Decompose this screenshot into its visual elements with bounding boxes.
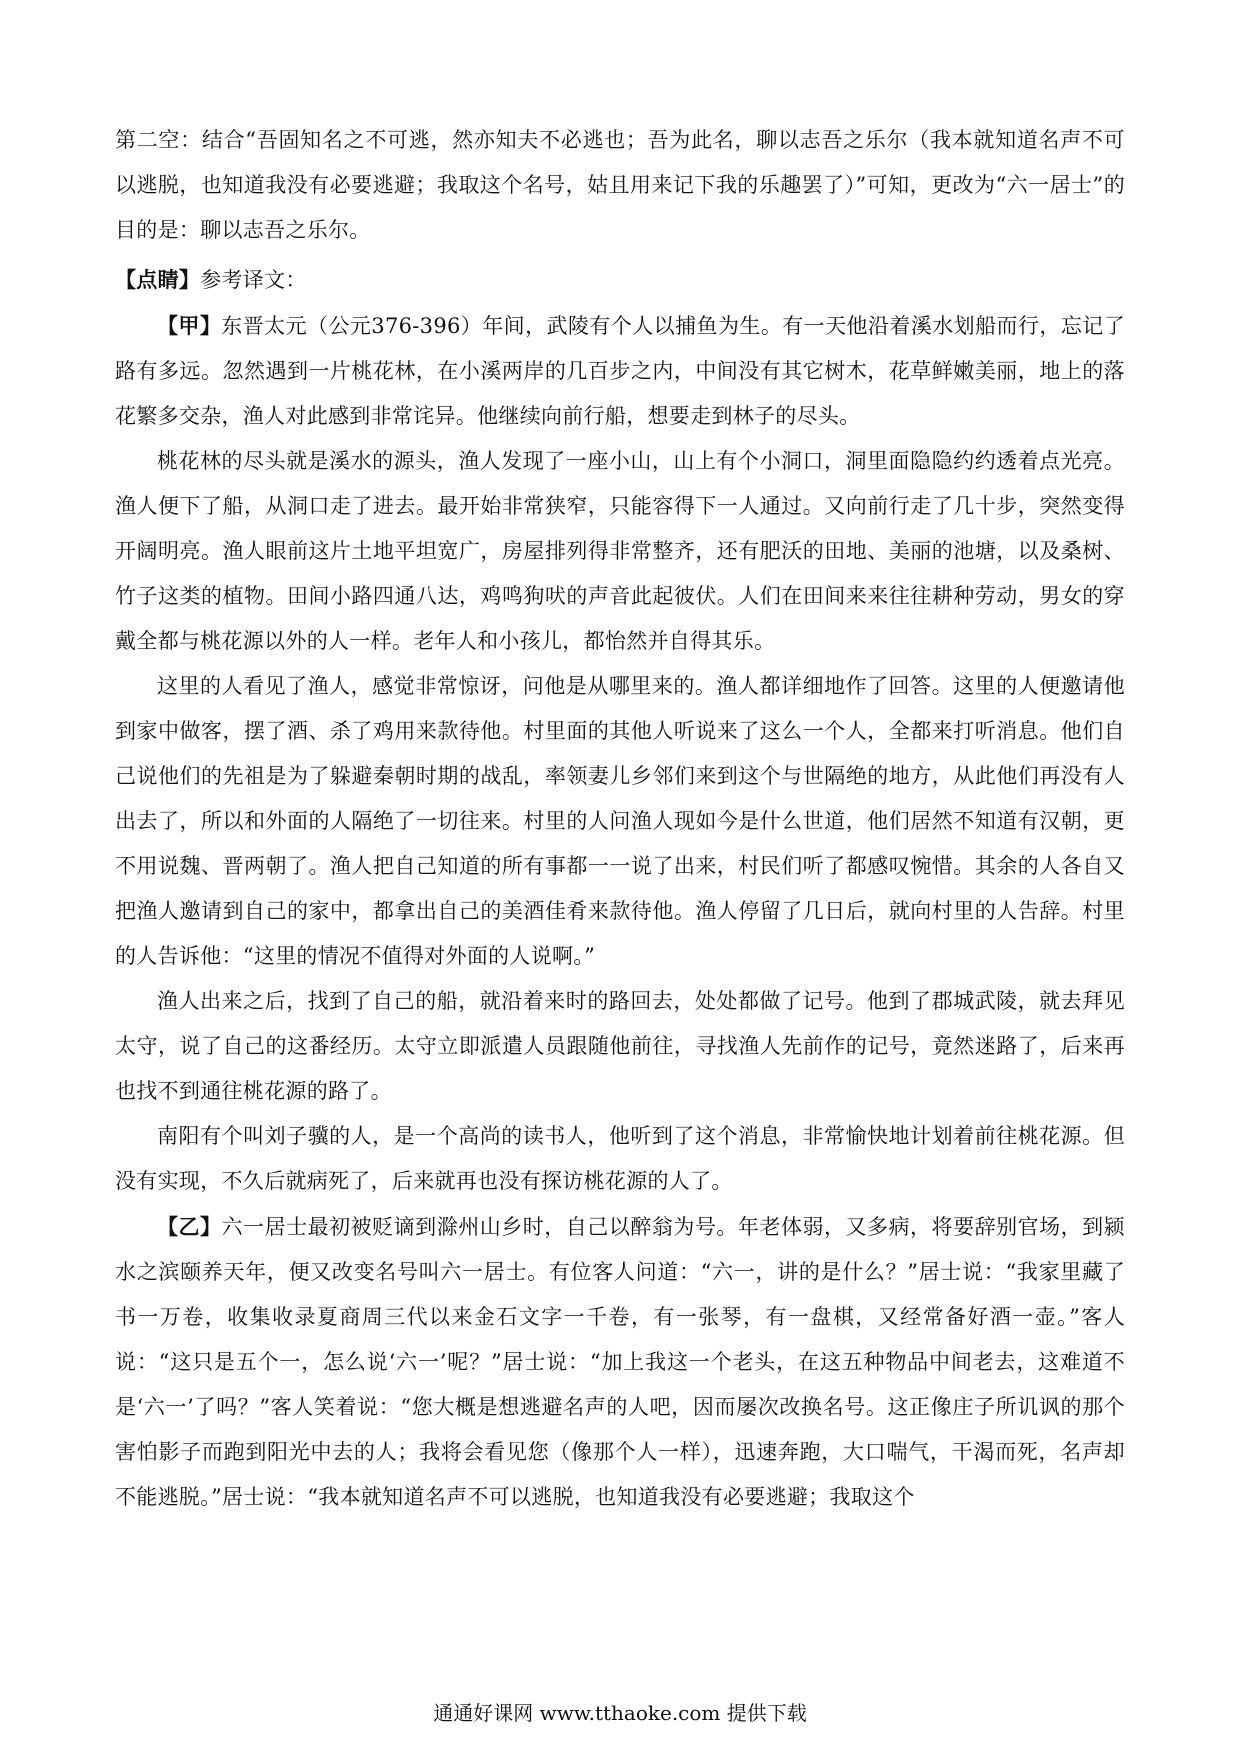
jia-text: 东晋太元（公元376-396）年间，武陵有个人以捕鱼为生。有一天他沿着溪水划船而行，忘记了路有多远。忽然遇到一片桃花林，在小溪两岸的几百步之内，中间没有其它树木，花草鲜嫩美丽，地上的落花繁多交杂，渔人对此感到非常诧异。他继续向前行船，想要走到林子的尽头。: [115, 314, 1125, 428]
paragraph-dianjing: [115, 257, 1125, 303]
document-body: [115, 118, 1125, 1520]
paragraph-jia: [115, 303, 1125, 439]
yi-label: 【乙】: [157, 1214, 222, 1239]
paragraph-liu-ziji: 南阳有个叫刘子骥的人，是一个高尚的读书人，他听到了这个消息，非常愉快地计划着前往桃花源。但没有实现，不久后就病死了，后来就再也没有探访桃花源的人了。: [115, 1124, 1125, 1193]
paragraph-yi: [115, 1204, 1125, 1520]
paragraph-villagers: 这里的人看见了渔人，感觉非常惊讶，问他是从哪里来的。渔人都详细地作了回答。这里的人便邀请他到家中做客，摆了酒、杀了鸡用来款待他。村里面的其他人听说来了这么一个人，全都来打听消息。他们自己说他们的先祖是为了躲避秦朝时期的战乱，率领妻儿乡邻们来到这个与世隔绝的地方，从此他们再没有人出去了，所以和外面的人隔绝了一切往来。村里的人问渔人现如今是什么世道，他们居然不知道有汉朝，更不用说魏、晋两朝了。渔人把自己知道的所有事都一一说了出来，村民们听了都感叹惋惜。其余的人各自又把渔人邀请到自己的家中，都拿出自己的美酒佳肴来款待他。渔人停留了几日后，就向村里的人告辞。村里的人告诉他：“这里的情况不值得对外面的人说啊。”: [115, 674, 1125, 968]
jia-label: 【甲】: [157, 313, 222, 338]
paragraph-peach-grove-end: 桃花林的尽头就是溪水的源头，渔人发现了一座小山，山上有个小洞口，洞里面隐隐约约透着点光亮。渔人便下了船，从洞口走了进去。最开始非常狭窄，只能容得下一人通过。又向前行走了几十步，突然变得开阔明亮。渔人眼前这片土地平坦宽广，房屋排列得非常整齐，还有肥沃的田地、美丽的池塘，以及桑树、竹子这类的植物。田间小路四通八达，鸡鸣狗吠的声音此起彼伏。人们在田间来来往往耕种劳动，男女的穿戴全都与桃花源以外的人一样。老年人和小孩儿，都怡然并自得其乐。: [115, 449, 1125, 653]
page-footer: 通通好课网 www.tthaoke.com 提供下载: [433, 1701, 807, 1725]
paragraph-answer-second-blank: 第二空：结合“吾固知名之不可逃，然亦知夫不必逃也；吾为此名，聊以志吾之乐尔（我本就知道名声不可以逃脱，也知道我没有必要逃避；我取这个名号，姑且用来记下我的乐趣罢了）”可知，更改为“六一居士”的目的是：聊以志吾之乐尔。: [115, 128, 1125, 242]
yi-text: 六一居士最初被贬谪到滁州山乡时，自己以醉翁为号。年老体弱，又多病，将要辞别官场，到颍水之滨颐养天年，便又改变名号叫六一居士。有位客人问道：“六一，讲的是什么？”居士说：“我家里藏了书一万卷，收集收录夏商周三代以来金石文字一千卷，有一张琴，有一盘棋，又经常备好酒一壶。”客人说：“这只是五个一，怎么说‘六一’呢？”居士说：“加上我这一个老头，在这五种物品中间老去，这难道不是‘六一’了吗？”客人笑着说：“您大概是想逃避名声的人吧，因而屡次改换名号。这正像庄子所讥讽的那个害怕影子而跑到阳光中去的人；我将会看见您（像那个人一样），迅速奔跑，大口喘气，干渴而死，名声却不能逃脱。”居士说：“我本就知道名声不可以逃脱，也知道我没有必要逃避；我取这个: [115, 1215, 1125, 1509]
paragraph-fisherman-returns: 渔人出来之后，找到了自己的船，就沿着来时的路回去，处处都做了记号。他到了郡城武陵，就去拜见太守，说了自己的这番经历。太守立即派遣人员跟随他前往，寻找渔人先前作的记号，竟然迷路了，后来再也找不到通往桃花源的路了。: [115, 989, 1125, 1103]
dianjing-label: 【点睛】: [115, 267, 201, 292]
dianjing-text: 参考译文：: [200, 268, 307, 292]
